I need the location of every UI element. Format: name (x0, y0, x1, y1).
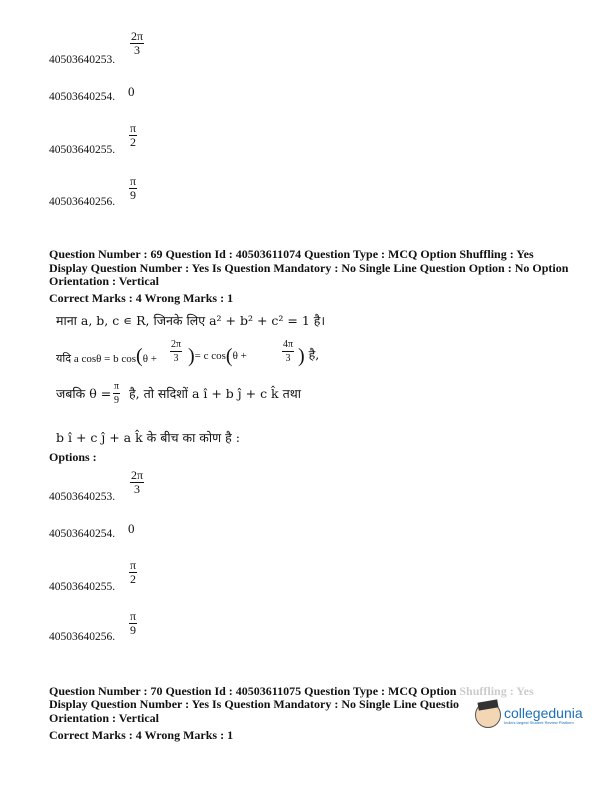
mascot-logo-icon (475, 702, 501, 728)
collegedunia-watermark (475, 702, 583, 728)
header-text: Question Number : 70 Question Id : 40503611075 Question Type : MCQ Option (49, 684, 457, 698)
option-id: 40503640255. (49, 581, 116, 593)
question-text: )= c cos(θ + (188, 345, 247, 367)
equation-part: θ + (232, 350, 247, 362)
equation-part: = c cos (194, 350, 226, 362)
option-value: 0 (128, 84, 135, 99)
equation-fraction: $\frac{\pi}{9}$ (114, 381, 120, 406)
watermark-brand: collegedunia (504, 704, 583, 721)
option-value: 0 (128, 521, 135, 536)
question-header-line: Display Question Number : Yes Is Question Mandatory : No Single Line Questio (49, 697, 460, 711)
option-id: 40503640254. (49, 528, 116, 540)
options-label: Options : (49, 450, 97, 464)
question-text: b î + c ĵ + a k̂ के बीच का कोण है : (56, 430, 240, 445)
header-text-faded: Shuffling : Yes (459, 684, 534, 698)
option-id: 40503640256. (49, 631, 116, 643)
option-id: 40503640253. (49, 491, 116, 503)
equation-part: θ + (142, 353, 157, 365)
option-fraction: $\frac{\pi}{9}$ (130, 609, 137, 637)
option-fraction: $\frac{\pi}{2}$ (130, 121, 137, 149)
question-text: माना a, b, c ∊ R, जिनके लिए a² + b² + c² = 1 है। (56, 313, 326, 328)
option-fraction: $\frac{\pi}{9}$ (130, 174, 137, 202)
question-header-line: Display Question Number : Yes Is Question Mandatory : No Single Line Question Option : No Option (49, 261, 569, 275)
equation-fraction: $\frac{2\pi}{3}$ (171, 339, 182, 364)
option-id: 40503640253. (49, 54, 116, 66)
option-id: 40503640254. (49, 91, 116, 103)
question-text: जबकि θ = (56, 386, 112, 401)
watermark-tagline: India's largest Student Review Platform (504, 719, 574, 725)
option-fraction: $\frac{\pi}{2}$ (130, 558, 137, 586)
question-text: यदि a cosθ = b cos(θ + (56, 345, 157, 367)
question-header-line: Orientation : Vertical (49, 274, 159, 288)
question-header-line: Orientation : Vertical (49, 711, 159, 725)
option-id: 40503640256. (49, 196, 116, 208)
question-header-line (49, 684, 534, 698)
option-fraction: $\frac{2\pi}{3}$ (131, 29, 144, 57)
equation-part: है, (308, 347, 320, 362)
option-fraction: $\frac{2\pi}{3}$ (131, 468, 144, 496)
question-header-line: Question Number : 69 Question Id : 40503611074 Question Type : MCQ Option Shuffling : Yes (49, 247, 534, 261)
marks-info: Correct Marks : 4 Wrong Marks : 1 (49, 728, 234, 742)
equation-part: यदि a cosθ = b cos (56, 353, 137, 365)
question-text: है, तो सदिशों a î + b ĵ + c k̂ तथा (129, 386, 301, 401)
equation-fraction: $\frac{4\pi}{3}$ (283, 339, 294, 364)
option-id: 40503640255. (49, 144, 116, 156)
question-text: ) है, (298, 345, 320, 367)
marks-info: Correct Marks : 4 Wrong Marks : 1 (49, 291, 234, 305)
